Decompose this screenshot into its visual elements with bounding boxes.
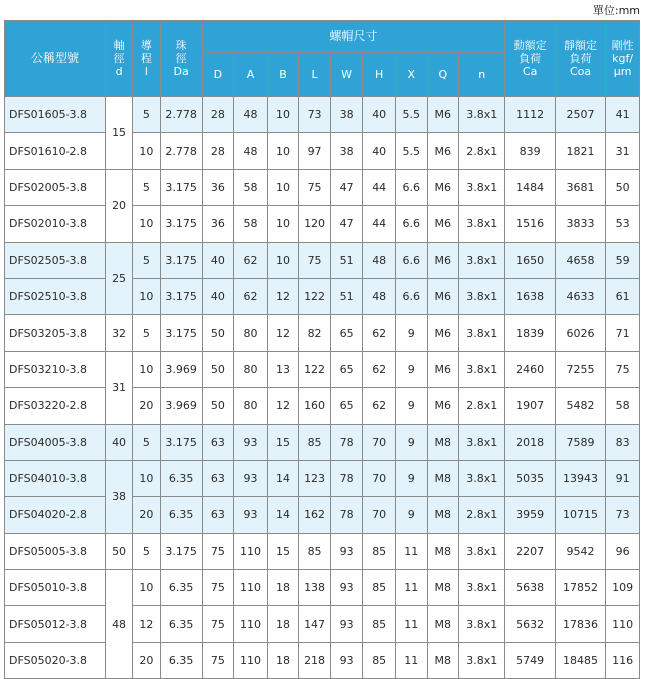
cell-D: 63 (202, 424, 234, 460)
cell-Q: M8 (427, 533, 459, 569)
cell-ball-diameter: 6.35 (160, 497, 202, 533)
header-col-A: A (234, 53, 268, 97)
cell-model: DFS03220-2.8 (5, 388, 106, 424)
cell-X: 11 (395, 533, 427, 569)
cell-X: 9 (395, 424, 427, 460)
ball-screw-spec-table (4, 20, 640, 679)
cell-W: 47 (330, 206, 363, 242)
cell-A: 62 (234, 278, 268, 314)
cell-B: 15 (267, 424, 299, 460)
cell-n: 3.8x1 (459, 242, 505, 278)
header-col-W: W (330, 53, 363, 97)
cell-dynamic-load: 1839 (505, 315, 555, 351)
cell-A: 93 (234, 424, 268, 460)
cell-D: 75 (202, 642, 234, 678)
cell-dynamic-load: 5035 (505, 460, 555, 496)
cell-L: 122 (299, 351, 331, 387)
table-row (5, 497, 640, 533)
cell-lead: 5 (133, 169, 160, 205)
cell-H: 70 (363, 460, 396, 496)
cell-H: 85 (363, 642, 396, 678)
table-row (5, 606, 640, 642)
cell-rigidity: 83 (606, 424, 640, 460)
cell-L: 75 (299, 242, 331, 278)
cell-model: DFS01605-3.8 (5, 97, 106, 133)
cell-B: 10 (267, 206, 299, 242)
header-col-n: n (459, 53, 505, 97)
cell-B: 10 (267, 133, 299, 169)
cell-W: 47 (330, 169, 363, 205)
cell-n: 2.8x1 (459, 133, 505, 169)
cell-ball-diameter: 2.778 (160, 133, 202, 169)
cell-B: 12 (267, 315, 299, 351)
table-row (5, 642, 640, 678)
cell-X: 9 (395, 351, 427, 387)
cell-L: 138 (299, 570, 331, 606)
cell-D: 75 (202, 570, 234, 606)
cell-rigidity: 96 (606, 533, 640, 569)
table-row (5, 242, 640, 278)
cell-shaft-diameter: 32 (105, 315, 132, 351)
cell-n: 3.8x1 (459, 642, 505, 678)
cell-ball-diameter: 3.175 (160, 533, 202, 569)
cell-D: 63 (202, 497, 234, 533)
cell-ball-diameter: 3.969 (160, 388, 202, 424)
cell-rigidity: 110 (606, 606, 640, 642)
cell-lead: 10 (133, 351, 160, 387)
cell-model: DFS02505-3.8 (5, 242, 106, 278)
table-row (5, 351, 640, 387)
cell-n: 3.8x1 (459, 533, 505, 569)
table-row (5, 424, 640, 460)
cell-dynamic-load: 1907 (505, 388, 555, 424)
cell-Q: M8 (427, 642, 459, 678)
cell-L: 162 (299, 497, 331, 533)
cell-lead: 5 (133, 242, 160, 278)
cell-lead: 5 (133, 424, 160, 460)
cell-model: DFS04005-3.8 (5, 424, 106, 460)
cell-W: 38 (330, 97, 363, 133)
cell-lead: 12 (133, 606, 160, 642)
cell-model: DFS05020-3.8 (5, 642, 106, 678)
cell-H: 62 (363, 351, 396, 387)
cell-n: 3.8x1 (459, 315, 505, 351)
cell-B: 18 (267, 606, 299, 642)
cell-X: 11 (395, 606, 427, 642)
table-row (5, 533, 640, 569)
cell-rigidity: 41 (606, 97, 640, 133)
cell-A: 58 (234, 206, 268, 242)
table-row (5, 169, 640, 205)
cell-Q: M6 (427, 242, 459, 278)
cell-ball-diameter: 6.35 (160, 570, 202, 606)
table-row (5, 206, 640, 242)
cell-dynamic-load: 2207 (505, 533, 555, 569)
cell-dynamic-load: 5638 (505, 570, 555, 606)
cell-D: 36 (202, 206, 234, 242)
header-shaft-diameter: 軸 徑 d (105, 21, 132, 97)
cell-shaft-diameter: 38 (105, 460, 132, 533)
cell-L: 160 (299, 388, 331, 424)
cell-A: 93 (234, 460, 268, 496)
cell-rigidity: 116 (606, 642, 640, 678)
cell-D: 50 (202, 388, 234, 424)
cell-static-load: 17836 (555, 606, 605, 642)
cell-X: 6.6 (395, 169, 427, 205)
cell-ball-diameter: 3.969 (160, 351, 202, 387)
cell-ball-diameter: 3.175 (160, 278, 202, 314)
cell-dynamic-load: 839 (505, 133, 555, 169)
cell-H: 62 (363, 315, 396, 351)
cell-X: 11 (395, 642, 427, 678)
cell-rigidity: 50 (606, 169, 640, 205)
header-ball-diameter: 珠 徑 Da (160, 21, 202, 97)
cell-n: 3.8x1 (459, 424, 505, 460)
cell-ball-diameter: 6.35 (160, 606, 202, 642)
cell-A: 80 (234, 315, 268, 351)
cell-W: 93 (330, 606, 363, 642)
cell-lead: 10 (133, 133, 160, 169)
cell-dynamic-load: 5749 (505, 642, 555, 678)
cell-n: 3.8x1 (459, 169, 505, 205)
cell-ball-diameter: 6.35 (160, 642, 202, 678)
cell-X: 6.6 (395, 206, 427, 242)
cell-Q: M8 (427, 497, 459, 533)
cell-lead: 20 (133, 642, 160, 678)
cell-A: 80 (234, 351, 268, 387)
cell-H: 85 (363, 533, 396, 569)
cell-rigidity: 31 (606, 133, 640, 169)
cell-lead: 10 (133, 460, 160, 496)
cell-L: 85 (299, 533, 331, 569)
cell-L: 147 (299, 606, 331, 642)
cell-n: 3.8x1 (459, 97, 505, 133)
cell-n: 3.8x1 (459, 460, 505, 496)
cell-dynamic-load: 1650 (505, 242, 555, 278)
cell-B: 14 (267, 460, 299, 496)
cell-B: 15 (267, 533, 299, 569)
cell-L: 82 (299, 315, 331, 351)
cell-H: 40 (363, 97, 396, 133)
cell-H: 48 (363, 278, 396, 314)
header-model: 公稱型號 (5, 21, 106, 97)
cell-A: 58 (234, 169, 268, 205)
cell-static-load: 18485 (555, 642, 605, 678)
table-row (5, 278, 640, 314)
cell-W: 93 (330, 642, 363, 678)
cell-H: 85 (363, 570, 396, 606)
cell-lead: 5 (133, 97, 160, 133)
cell-dynamic-load: 2018 (505, 424, 555, 460)
cell-Q: M6 (427, 315, 459, 351)
table-row (5, 460, 640, 496)
cell-rigidity: 59 (606, 242, 640, 278)
cell-model: DFS03210-3.8 (5, 351, 106, 387)
cell-lead: 10 (133, 570, 160, 606)
cell-D: 28 (202, 97, 234, 133)
cell-H: 44 (363, 206, 396, 242)
cell-L: 85 (299, 424, 331, 460)
cell-rigidity: 71 (606, 315, 640, 351)
cell-A: 110 (234, 533, 268, 569)
cell-H: 62 (363, 388, 396, 424)
cell-static-load: 3833 (555, 206, 605, 242)
cell-X: 9 (395, 315, 427, 351)
table-row (5, 133, 640, 169)
table-row (5, 315, 640, 351)
cell-Q: M8 (427, 460, 459, 496)
cell-model: DFS05012-3.8 (5, 606, 106, 642)
cell-lead: 20 (133, 388, 160, 424)
cell-A: 93 (234, 497, 268, 533)
unit-label: 單位:mm (592, 4, 640, 17)
cell-Q: M6 (427, 351, 459, 387)
cell-D: 63 (202, 460, 234, 496)
cell-X: 11 (395, 570, 427, 606)
cell-static-load: 7589 (555, 424, 605, 460)
cell-shaft-diameter: 20 (105, 169, 132, 242)
cell-rigidity: 91 (606, 460, 640, 496)
cell-Q: M8 (427, 570, 459, 606)
cell-Q: M8 (427, 606, 459, 642)
cell-ball-diameter: 3.175 (160, 424, 202, 460)
cell-H: 70 (363, 424, 396, 460)
cell-ball-diameter: 3.175 (160, 169, 202, 205)
cell-H: 48 (363, 242, 396, 278)
cell-model: DFS02010-3.8 (5, 206, 106, 242)
cell-A: 48 (234, 97, 268, 133)
cell-model: DFS05010-3.8 (5, 570, 106, 606)
cell-n: 3.8x1 (459, 606, 505, 642)
cell-lead: 20 (133, 497, 160, 533)
cell-Q: M6 (427, 169, 459, 205)
cell-static-load: 17852 (555, 570, 605, 606)
cell-static-load: 7255 (555, 351, 605, 387)
table-row (5, 570, 640, 606)
cell-model: DFS01610-2.8 (5, 133, 106, 169)
cell-L: 75 (299, 169, 331, 205)
cell-static-load: 13943 (555, 460, 605, 496)
cell-static-load: 2507 (555, 97, 605, 133)
cell-W: 78 (330, 497, 363, 533)
cell-H: 40 (363, 133, 396, 169)
cell-X: 9 (395, 388, 427, 424)
cell-ball-diameter: 3.175 (160, 242, 202, 278)
cell-shaft-diameter: 40 (105, 424, 132, 460)
cell-W: 93 (330, 533, 363, 569)
cell-shaft-diameter: 48 (105, 570, 132, 679)
cell-model: DFS05005-3.8 (5, 533, 106, 569)
header-col-X: X (395, 53, 427, 97)
cell-static-load: 1821 (555, 133, 605, 169)
cell-model: DFS04010-3.8 (5, 460, 106, 496)
cell-B: 18 (267, 570, 299, 606)
header-col-Q: Q (427, 53, 459, 97)
cell-B: 14 (267, 497, 299, 533)
cell-W: 93 (330, 570, 363, 606)
cell-static-load: 3681 (555, 169, 605, 205)
cell-D: 40 (202, 242, 234, 278)
cell-Q: M6 (427, 206, 459, 242)
header-col-B: B (267, 53, 299, 97)
header-col-L: L (299, 53, 331, 97)
cell-shaft-diameter: 15 (105, 97, 132, 170)
cell-ball-diameter: 6.35 (160, 460, 202, 496)
cell-L: 73 (299, 97, 331, 133)
cell-rigidity: 58 (606, 388, 640, 424)
cell-B: 10 (267, 169, 299, 205)
header-nut-dimensions: 螺帽尺寸 (202, 21, 505, 53)
cell-D: 75 (202, 606, 234, 642)
cell-W: 78 (330, 424, 363, 460)
cell-Q: M6 (427, 388, 459, 424)
header-dynamic-load: 動額定 負荷 Ca (505, 21, 555, 97)
cell-B: 12 (267, 388, 299, 424)
cell-rigidity: 61 (606, 278, 640, 314)
cell-lead: 5 (133, 315, 160, 351)
table-body (5, 97, 640, 679)
cell-H: 70 (363, 497, 396, 533)
cell-W: 51 (330, 242, 363, 278)
cell-Q: M8 (427, 424, 459, 460)
cell-W: 65 (330, 315, 363, 351)
cell-model: DFS03205-3.8 (5, 315, 106, 351)
cell-B: 13 (267, 351, 299, 387)
cell-A: 110 (234, 570, 268, 606)
cell-static-load: 10715 (555, 497, 605, 533)
cell-B: 10 (267, 242, 299, 278)
cell-ball-diameter: 2.778 (160, 97, 202, 133)
cell-D: 28 (202, 133, 234, 169)
cell-X: 5.5 (395, 133, 427, 169)
cell-dynamic-load: 1112 (505, 97, 555, 133)
cell-dynamic-load: 2460 (505, 351, 555, 387)
header-rigidity: 剛性 kgf/ μm (606, 21, 640, 97)
cell-n: 3.8x1 (459, 206, 505, 242)
cell-A: 110 (234, 642, 268, 678)
cell-rigidity: 75 (606, 351, 640, 387)
cell-A: 48 (234, 133, 268, 169)
cell-B: 10 (267, 97, 299, 133)
cell-L: 120 (299, 206, 331, 242)
cell-D: 40 (202, 278, 234, 314)
cell-static-load: 4633 (555, 278, 605, 314)
cell-n: 3.8x1 (459, 278, 505, 314)
cell-H: 85 (363, 606, 396, 642)
cell-model: DFS02510-3.8 (5, 278, 106, 314)
header-static-load: 靜額定 負荷 Coa (555, 21, 605, 97)
cell-n: 3.8x1 (459, 351, 505, 387)
cell-L: 122 (299, 278, 331, 314)
cell-X: 9 (395, 460, 427, 496)
cell-X: 9 (395, 497, 427, 533)
cell-dynamic-load: 1484 (505, 169, 555, 205)
cell-static-load: 9542 (555, 533, 605, 569)
cell-model: DFS04020-2.8 (5, 497, 106, 533)
cell-W: 78 (330, 460, 363, 496)
header-col-H: H (363, 53, 396, 97)
cell-lead: 10 (133, 278, 160, 314)
cell-shaft-diameter: 31 (105, 351, 132, 424)
cell-A: 110 (234, 606, 268, 642)
cell-B: 12 (267, 278, 299, 314)
cell-lead: 5 (133, 533, 160, 569)
cell-A: 62 (234, 242, 268, 278)
cell-ball-diameter: 3.175 (160, 315, 202, 351)
cell-A: 80 (234, 388, 268, 424)
cell-n: 2.8x1 (459, 497, 505, 533)
cell-dynamic-load: 3959 (505, 497, 555, 533)
cell-D: 50 (202, 315, 234, 351)
cell-L: 97 (299, 133, 331, 169)
cell-W: 38 (330, 133, 363, 169)
cell-shaft-diameter: 25 (105, 242, 132, 315)
cell-dynamic-load: 1516 (505, 206, 555, 242)
cell-D: 50 (202, 351, 234, 387)
cell-L: 218 (299, 642, 331, 678)
header-lead: 導 程 l (133, 21, 160, 97)
cell-X: 6.6 (395, 278, 427, 314)
cell-shaft-diameter: 50 (105, 533, 132, 569)
cell-D: 75 (202, 533, 234, 569)
cell-dynamic-load: 5632 (505, 606, 555, 642)
cell-lead: 10 (133, 206, 160, 242)
cell-static-load: 4658 (555, 242, 605, 278)
cell-rigidity: 53 (606, 206, 640, 242)
cell-n: 3.8x1 (459, 570, 505, 606)
cell-H: 44 (363, 169, 396, 205)
cell-n: 2.8x1 (459, 388, 505, 424)
cell-D: 36 (202, 169, 234, 205)
cell-static-load: 6026 (555, 315, 605, 351)
cell-X: 5.5 (395, 97, 427, 133)
cell-Q: M6 (427, 97, 459, 133)
cell-static-load: 5482 (555, 388, 605, 424)
table-row (5, 97, 640, 133)
cell-W: 65 (330, 351, 363, 387)
cell-ball-diameter: 3.175 (160, 206, 202, 242)
cell-W: 51 (330, 278, 363, 314)
cell-model: DFS02005-3.8 (5, 169, 106, 205)
cell-Q: M6 (427, 133, 459, 169)
cell-X: 6.6 (395, 242, 427, 278)
cell-B: 18 (267, 642, 299, 678)
cell-rigidity: 109 (606, 570, 640, 606)
cell-rigidity: 73 (606, 497, 640, 533)
cell-W: 65 (330, 388, 363, 424)
cell-dynamic-load: 1638 (505, 278, 555, 314)
cell-L: 123 (299, 460, 331, 496)
table-row (5, 388, 640, 424)
cell-Q: M6 (427, 278, 459, 314)
header-col-D: D (202, 53, 234, 97)
